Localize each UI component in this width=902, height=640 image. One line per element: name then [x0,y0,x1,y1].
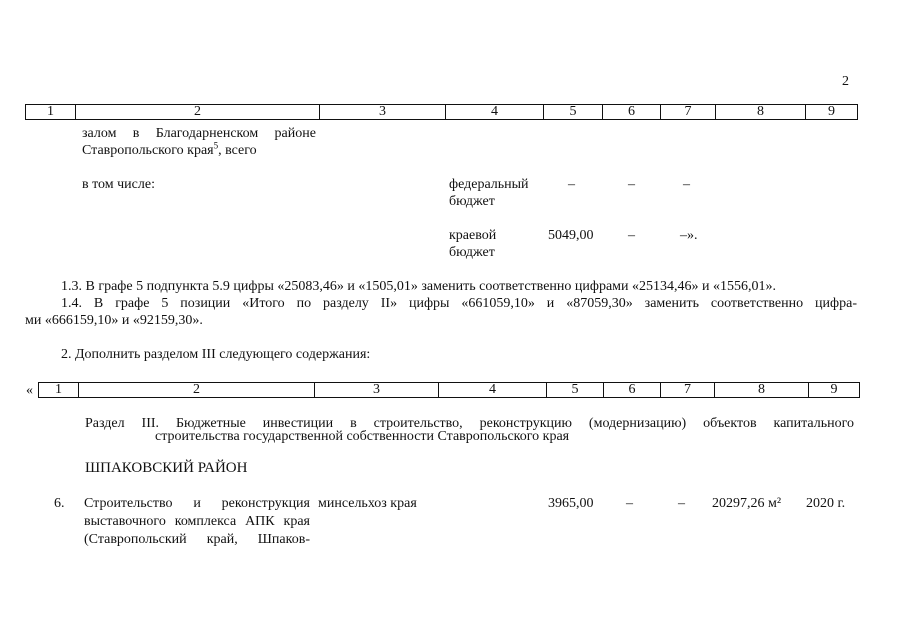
regional-label-2: бюджет [449,245,495,260]
col-header: 4 [446,105,544,120]
page-number: 2 [842,74,849,89]
regional-col6: – [628,228,635,243]
col-header: 5 [547,383,604,398]
including-label: в том числе: [82,177,155,192]
word: в [132,126,140,141]
regional-col7: –». [680,228,698,243]
col-header: 7 [661,383,715,398]
item-col8: 20297,26 м² [712,496,782,511]
regional-col5: 5049,00 [548,228,594,243]
col-header: 6 [604,383,661,398]
col-header: 2 [76,105,320,120]
region-tail: , всего [218,143,257,158]
col-header: 1 [26,105,76,120]
col-header: 3 [320,105,446,120]
continuation-line-1 [82,126,316,142]
federal-col5: – [568,177,575,192]
col-header: 2 [79,383,315,398]
header-table-top [25,104,858,120]
district-heading: ШПАКОВСКИЙ РАЙОН [85,460,248,476]
word: районе [274,126,316,141]
federal-col7: – [683,177,690,192]
footnote-marker: 5 [213,140,219,151]
item-number: 6. [54,496,65,511]
continuation-line-2 [82,140,257,159]
paragraph-2: 2. Дополнить разделом III следующего содержания: [61,347,371,362]
item-col5: 3965,00 [548,496,594,511]
word: Благодарненском [155,126,259,141]
item-name-line-2: выставочного комплекса АПК края [84,514,310,529]
col-header: 9 [806,105,858,120]
item-col9: 2020 г. [806,496,846,511]
col-header: 6 [603,105,661,120]
item-col6: – [626,496,633,511]
item-customer: минсельхоз края [318,496,417,511]
paragraph-1-4-line-1: 1.4. В графе 5 позиции «Итого по разделу II» цифры «661059,10» и «87059,30» заменить соответственно цифра- [61,296,857,311]
col-header: 7 [661,105,716,120]
col-header: 1 [39,383,79,398]
col-header: 4 [439,383,547,398]
paragraph-1-4-line-2: ми «666159,10» и «92159,30». [25,313,203,328]
region-text: Ставропольского края [82,143,214,158]
section-3-heading-line-2: строительства государственной собственности Ставропольского края [155,429,570,444]
header-table-bottom [38,382,860,398]
opening-quote: « [26,383,33,398]
item-col7: – [678,496,685,511]
federal-label-2: бюджет [449,194,495,209]
federal-col6: – [628,177,635,192]
col-header: 3 [315,383,439,398]
item-name-line-1: Строительство и реконструкция [84,496,310,511]
item-name-line-3: (Ставропольский край, Шпаков- [84,532,310,547]
federal-label-1: федеральный [449,177,529,192]
col-header: 9 [809,383,860,398]
regional-label-1: краевой [449,228,497,243]
word: залом [82,126,117,141]
col-header: 5 [544,105,603,120]
section-3-heading-line-1: Раздел III. Бюджетные инвестиции в строительство, реконструкцию (модернизацию) объектов капитального [85,416,854,431]
paragraph-1-3: 1.3. В графе 5 подпункта 5.9 цифры «25083,46» и «1505,01» заменить соответственно цифрами «25134,46» и «1556,01». [61,279,777,294]
col-header: 8 [716,105,806,120]
col-header: 8 [715,383,809,398]
